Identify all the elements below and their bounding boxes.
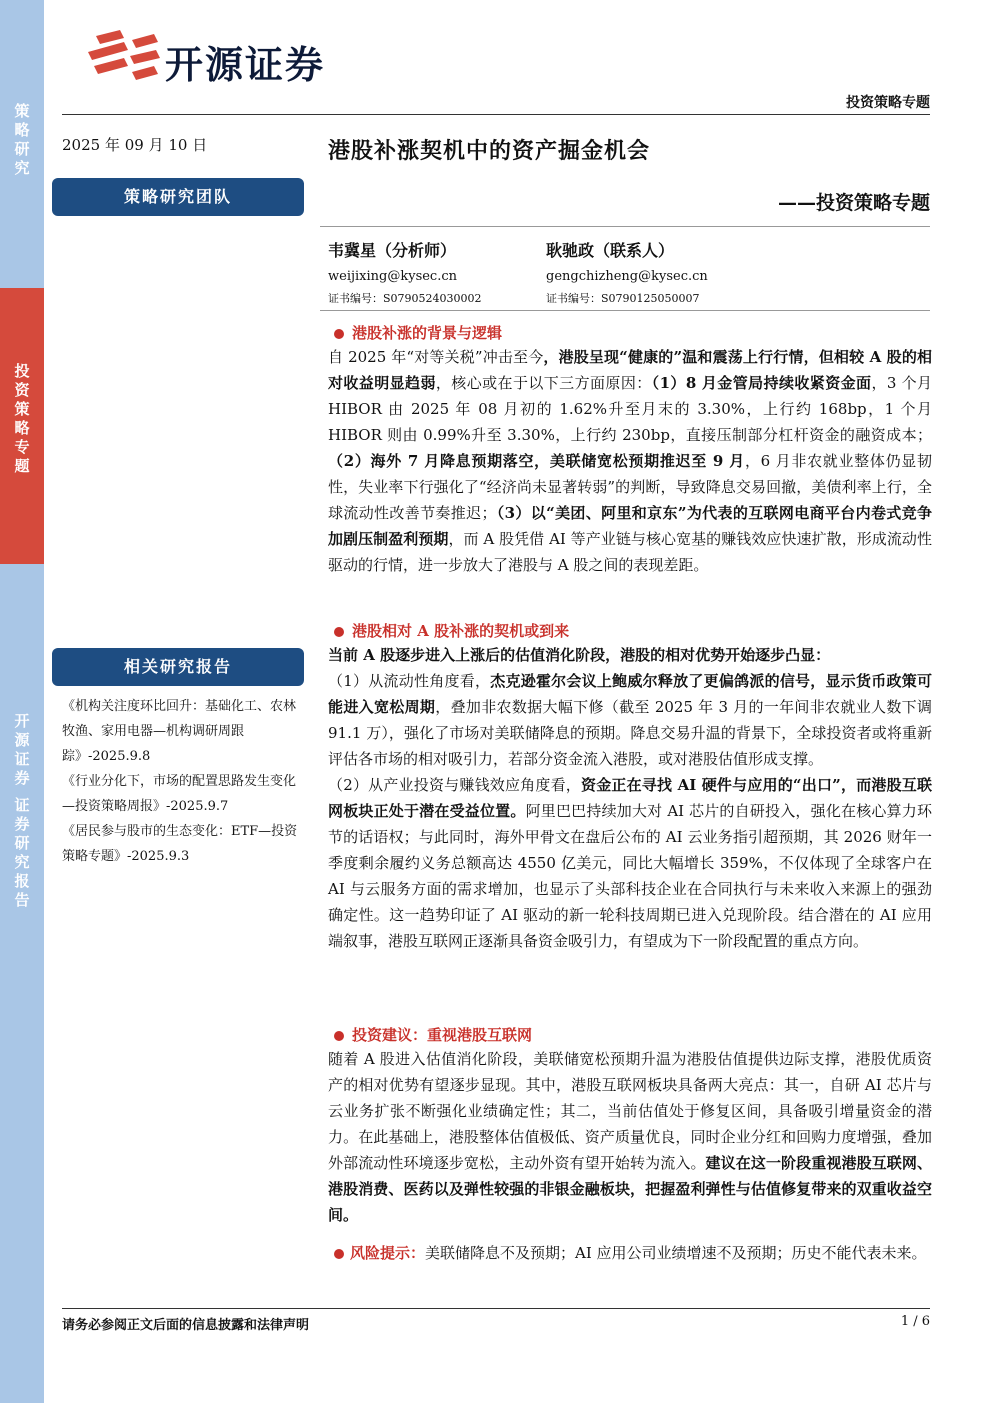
header-divider [62, 114, 930, 115]
related-report-item[interactable]: 《行业分化下，市场的配置思路发生变化—投资策略周报》-2025.9.7 [62, 774, 297, 814]
strip-label-middle: 投 资 策 略 专 题 [14, 362, 30, 475]
author-top-divider [320, 226, 930, 227]
author-email: gengchizheng@kysec.cn [546, 269, 708, 284]
team-label-box: 策略研究团队 [52, 178, 304, 216]
header-tag: 投资策略专题 [846, 95, 930, 111]
section-paragraph: 随着 A 股进入估值消化阶段，美联储宽松预期升温为港股估值提供边际支撑，港股优质资产的相对优势有望逐步显现。其中，港股互联网板块具备两大亮点：其一，自研 AI 芯片与云业务扩张不断强化业绩确定性；其二，当前估值处于修复区间，具备吸引增量资金的潜力。在此基础上，港股整体估值极低、资产质量优良，同时企业分红和回购力度增强，叠加外部流动性环境逐步宽松，主动外资有望开始转为流入。建议在这一阶段重视港股互联网、港股消费、医药以及弹性较强的非银金融板块，把握盈利弹性与估值修复带来的双重收益空间。 [328, 1050, 932, 1224]
brand-name: 开源证券 [165, 43, 326, 87]
section-heading: 港股补涨的背景与逻辑 [334, 322, 502, 343]
section-paragraph: 自 2025 年“对等关税”冲击至今，港股呈现“健康的”温和震荡上行行情，但相较 A 股的相对收益明显趋弱，核心或在于以下三方面原因：（1）8 月金管局持续收紧资金面，3 个月 HIBOR 由 2025 年 08 月初的 1.62%升至月末的 3.30%，上行约 168bp，1 个月 HIBOR 则由 0.99%升至 3.30%，上行约 230bp，直接压制部分杠杆资金的融资成本；（2）海外 7 月降息预期落空，美联储宽松预期推迟至 9 月，6 月非农就业整体仍显韧性，失业率下行强化了“经济尚未显著转弱”的判断，导致降息交易回撤，美债利率上行，全球流动性改善节奏推迟；（3）以“美团、阿里和京东”为代表的互联网电商平台内卷式竞争加剧压制盈利预期，而 A 股凭借 AI 等产业链与核心宽基的赚钱效应快速扩散，形成流动性驱动的行情，进一步放大了港股与 A 股之间的表现差距。 [328, 348, 932, 574]
strip-label-top: 策 略 研 究 [14, 102, 30, 177]
related-reports-list [62, 694, 308, 869]
related-label-box: 相关研究报告 [52, 648, 304, 686]
section-heading: 投资建议：重视港股互联网 [334, 1024, 532, 1045]
related-report-item[interactable]: 《机构关注度环比回升：基础化工、农林牧渔、家用电器—机构调研周跟踪》-2025.9.8 [62, 699, 297, 764]
section-paragraph: 当前 A 股逐步进入上涨后的估值消化阶段，港股的相对优势开始逐步凸显： （1）从流动性角度看，杰克逊霍尔会议上鲍威尔释放了更偏鸽派的信号，显示货币政策可能进入宽松周期，叠加非农数据大幅下修（截至 2025 年 3 月的一年间非农就业人数下调 91.1 万），强化了市场对美联储降息的预期。降息交易升温的背景下，全球投资者或将重新评估各市场的相对吸引力，若部分资金流入港股，或对港股估值形成支撑。 （2）从产业投资与赚钱效应角度看，资金正在寻找 AI 硬件与应用的“出口”，而港股互联网板块正处于潜在受益位置。阿里巴巴持续加大对 AI 芯片的自研投入，强化在核心算力环节的话语权；与此同时，海外甲骨文在盘后公布的 AI 云业务指引超预期，其 2026 财年一季度剩余履约义务总额高达 4550 亿美元，同比大幅增长 359%，不仅体现了全球客户在 AI 与云服务方面的需求增加，也显示了头部科技企业在合同执行与未来收入来源上的强劲确定性。这一趋势印证了 AI 驱动的新一轮科技周期已进入兑现阶段。结合潜在的 AI 应用端叙事，港股互联网正逐渐具备资金吸引力，有望成为下一阶段配置的重点方向。 [328, 646, 933, 950]
bullet-dot-icon [334, 329, 344, 339]
author-email: weijixing@kysec.cn [328, 269, 458, 284]
report-date: 2025 年 09 月 10 日 [62, 136, 208, 154]
risk-notice: 风险提示：美联储降息不及预期；AI 应用公司业绩增速不及预期；历史不能代表未来。 [334, 1240, 932, 1266]
author-cert: 证书编号：S0790524030002 [328, 292, 482, 305]
related-report-item[interactable]: 《居民参与股市的生态变化：ETF—投资策略专题》-2025.9.3 [62, 824, 298, 864]
section-heading: 港股相对 A 股补涨的契机或到来 [334, 620, 569, 641]
author-card [328, 238, 482, 306]
footer-disclaimer: 请务必参阅正文后面的信息披露和法律声明 [62, 1318, 310, 1333]
author-cert: 证书编号：S0790125050007 [546, 292, 700, 305]
bullet-dot-icon [334, 1249, 344, 1259]
report-title: 港股补涨契机中的资产掘金机会 [328, 138, 651, 164]
sidebar-strip-bottom [0, 564, 44, 1403]
bullet-dot-icon [334, 627, 344, 637]
author-name: 耿驰政（联系人） [546, 241, 675, 260]
report-subtitle: ——投资策略专题 [777, 192, 930, 214]
author-name: 韦冀星（分析师） [328, 241, 457, 260]
bullet-dot-icon [334, 1031, 344, 1041]
page-number: 1 / 6 [900, 1314, 930, 1329]
footer-divider [62, 1308, 930, 1309]
strip-label-bottom: 开 源 证 券 证 券 研 究 报 告 [14, 712, 30, 909]
author-bottom-divider [320, 310, 930, 311]
author-card [546, 238, 708, 306]
